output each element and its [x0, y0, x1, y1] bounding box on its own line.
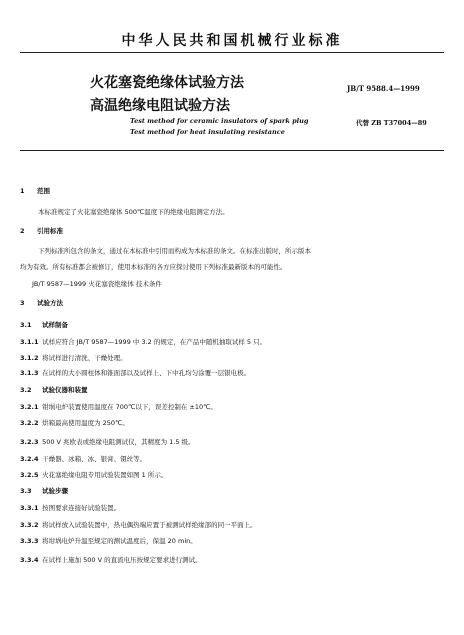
- section-number: 3.1: [20, 321, 32, 329]
- section-title: 试验仪器和装置: [42, 386, 88, 394]
- clause-text: 按图要求连接好试验装置。: [42, 504, 121, 512]
- section-number: 3.3: [20, 487, 32, 495]
- section-1-text: 本标准规定了火花塞瓷绝缘体 500℃温度下的绝缘电阻测定方法。: [38, 208, 229, 216]
- clause-3-2-5: [20, 470, 167, 479]
- section-title: 范围: [37, 187, 50, 195]
- section-2-text-line-2: 均为有效。所有标准都会被修订，使用本标准的各方应探讨使用下列标准最新版本的可能性。: [20, 263, 287, 271]
- clause-number: 3.3.2: [20, 521, 39, 529]
- clause-text: 将试样放入试验装置中，热电偶热端应置于被测试样绝缘部的同一平面上。: [42, 521, 257, 529]
- section-number: 3: [20, 299, 25, 307]
- clause-text: 试样应符合 JB/T 9587—1999 中 3.2 的规定，在产品中随机抽取试样 5 只。: [42, 338, 267, 346]
- doc-title-cn-1: 火花塞瓷绝缘体试验方法: [90, 75, 244, 91]
- clause-number: 3.2.5: [20, 471, 39, 479]
- section-3-1-heading: [20, 320, 68, 329]
- clause-number: 3.3.3: [20, 537, 39, 545]
- clause-3-3-4: [20, 555, 202, 564]
- standard-number: JB/T 9588.4—1999: [347, 84, 420, 93]
- clause-3-2-4: [20, 454, 146, 463]
- section-2-text-line-1: 下列标准所包含的条文，通过在本标准中引用而构成为本标准的条文。在标准出版时，所示版本: [38, 247, 311, 255]
- section-number: 3.2: [20, 386, 32, 394]
- clause-number: 3.3.4: [20, 556, 39, 564]
- doc-title-en-2: Test method for heat insulating resistance: [130, 128, 285, 136]
- clause-3-3-3: [20, 536, 197, 545]
- clause-number: 3.2.4: [20, 455, 39, 463]
- section-2-heading: [20, 226, 63, 235]
- section-3-heading: [20, 298, 63, 307]
- header-title: 中华人民共和国机械行业标准: [121, 33, 343, 49]
- clause-text: 将坩埚电炉升温至规定的测试温度后，保温 20 min。: [42, 537, 197, 545]
- section-3-3-heading: [20, 486, 68, 495]
- clause-3-1-3: [20, 368, 250, 377]
- section-title: 引用标准: [37, 227, 63, 235]
- clause-text: 500 V 兆欧表或绝缘电阻测试仪，其精度为 1.5 级。: [42, 438, 195, 446]
- doc-title-cn-2: 高温绝缘电阻试验方法: [90, 98, 230, 114]
- clause-text: 在试样上施加 500 V 的直流电压按规定要求进行测试。: [42, 556, 202, 564]
- replaces-standard: 代替 ZB T37004—89: [356, 119, 427, 127]
- clause-text: 干燥器、冰箱、冰、银膏、镊丝等。: [42, 455, 147, 463]
- clause-text: 火花塞绝缘电阻专用试验装置如图 1 所示。: [42, 471, 168, 479]
- doc-title-en-1: Test method for ceramic insulators of spark plug: [130, 117, 309, 125]
- clause-text: 钳埚电炉装置使用温度在 700℃以下，误差控制在 ±10℃。: [42, 403, 217, 411]
- section-title: 试验方法: [37, 299, 63, 307]
- clause-number: 3.2.1: [20, 403, 39, 411]
- clause-text: 将试样进行清洗、干燥处理。: [42, 354, 127, 362]
- section-title: 试验步骤: [42, 487, 68, 495]
- section-title: 试样制备: [42, 321, 68, 329]
- clause-3-2-2: [20, 418, 129, 427]
- section-3-2-heading: [20, 385, 88, 394]
- clause-3-2-3: [20, 437, 195, 446]
- clause-number: 3.3.1: [20, 504, 39, 512]
- clause-text: 烘箱最高使用温度为 250℃。: [42, 419, 129, 427]
- clause-3-2-1: [20, 402, 217, 411]
- clause-3-1-2: [20, 353, 127, 362]
- clause-3-1-1: [20, 337, 266, 346]
- clause-number: 3.1.2: [20, 354, 39, 362]
- clause-number: 3.2.3: [20, 438, 39, 446]
- section-2-reference: JB/T 9587—1999 火花塞瓷绝缘体 技术条件: [32, 280, 162, 288]
- section-number: 2: [20, 227, 25, 235]
- clause-text: 在试样的大小圆柱体和锥面部以及试样上、下中孔均匀涂覆一层银电极。: [42, 369, 251, 377]
- clause-3-3-2: [20, 520, 257, 529]
- clause-number: 3.1.3: [20, 369, 39, 377]
- clause-number: 3.1.1: [20, 338, 39, 346]
- section-1-heading: [20, 186, 50, 195]
- header-rule: [20, 52, 444, 53]
- section-number: 1: [20, 187, 25, 195]
- clause-3-3-1: [20, 503, 120, 512]
- clause-number: 3.2.2: [20, 419, 39, 427]
- title-rule: [20, 150, 444, 151]
